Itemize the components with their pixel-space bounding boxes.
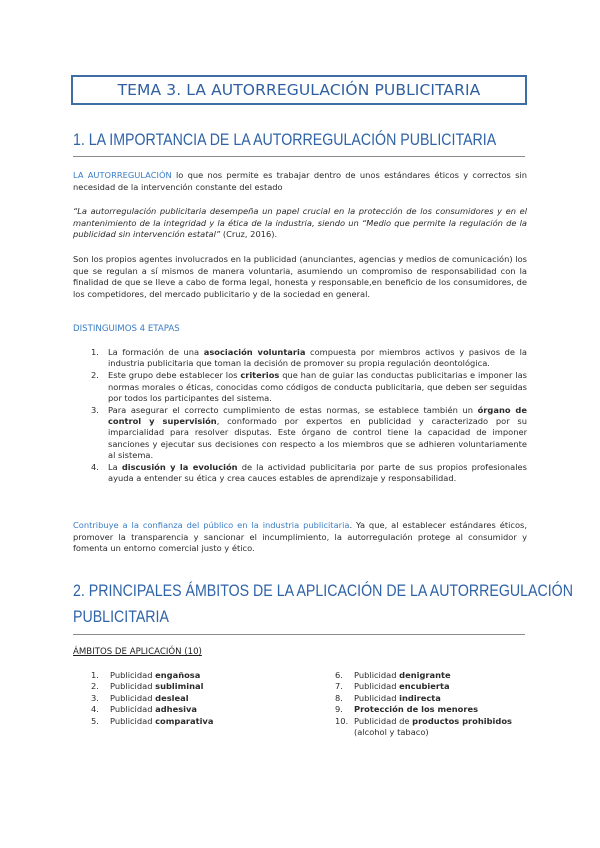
autorregulacion-lead: LA AUTORREGULACIÓN <box>73 170 172 180</box>
section2-heading-line1: 2. PRINCIPALES ÁMBITOS DE LA APLICACIÓN DE LA AUTORREGULACIÓN <box>73 582 573 600</box>
ambito-item: 5. Publicidad comparativa <box>91 715 214 726</box>
section1-paragraph-intro <box>73 170 527 193</box>
section1-paragraph-conclusion <box>73 520 527 555</box>
ambito-item: 4. Publicidad adhesiva <box>91 704 197 715</box>
confidence-lead: Contribuye a la confianza del público en la industria publicitaria <box>73 520 350 530</box>
quote-citation: (Cruz, 2016). <box>220 229 278 240</box>
stages-subheading: DISTINGUIMOS 4 ETAPAS <box>73 324 180 334</box>
ambito-item: 2. Publicidad subliminal <box>91 681 204 692</box>
ambito-item: 10. Publicidad de productos prohibidos (alcohol y tabaco) <box>335 715 512 738</box>
section1-divider <box>73 156 525 157</box>
confidence-rest: . Ya que, al establecer estándares éticos, promover la transparencia y sancionar el incumplimiento, la autorregulación protege al consumidor y fomenta un entorno comercial justo y ético. <box>73 520 528 554</box>
autorregulacion-definition: lo que nos permite es trabajar dentro de unos estándares éticos y correctos sin necesidad de la intervención constante del estado <box>73 170 527 192</box>
stage-item: 4. La discusión y la evolución de la actividad publicitaria por parte de sus propios profesionales ayuda a entender su ética y crea cauces estables de aprendizaje y responsabilidad. <box>91 462 527 484</box>
ambito-item: 9. Protección de los menores <box>335 704 479 715</box>
ambitos-heading: ÁMBITOS DE APLICACIÓN (10) <box>73 647 202 657</box>
ambitos-list-left <box>91 670 213 727</box>
ambito-item: 7. Publicidad encubierta <box>335 681 450 692</box>
ambito-item: 6. Publicidad denigrante <box>335 670 451 680</box>
document-title: TEMA 3. LA AUTORREGULACIÓN PUBLICITARIA <box>117 81 481 99</box>
stage-item: 3. Para asegurar el correcto cumplimiento de estas normas, se establece también un órgano de control y supervisión, conformado por expertos en publicidad y caracterizado por su imparcialidad para resolver disputas. Este órgano de control tiene la capacidad de imponer sanciones y ejecutar sus decisiones con respecto a los miembros que se adhieren voluntariamente al sistema. <box>91 405 527 460</box>
ambitos-list-right <box>335 670 535 738</box>
ambito-item: 8. Publicidad indirecta <box>335 692 441 703</box>
section1-heading: 1. LA IMPORTANCIA DE LA AUTORREGULACIÓN PUBLICITARIA <box>73 131 497 149</box>
section1-paragraph-agents: Son los propios agentes involucrados en la publicidad (anunciantes, agencias y medios de comunicación) los que se regulan a sí mismos de manera voluntaria, asumiendo un compromiso de responsabilidad con la finalidad de que se lleve a cabo de forma legal, honesta y responsable,en beneficio de los consumidores, de los competidores, del mercado publicitario y de la sociedad en general. <box>73 254 527 299</box>
section2-heading-line2: PUBLICITARIA <box>73 608 169 626</box>
ambito-item: 3. Publicidad desleal <box>91 692 189 703</box>
ambito-item: 1. Publicidad engañosa <box>91 670 201 680</box>
stages-list <box>93 347 527 485</box>
stage-item: 1. La formación de una asociación voluntaria compuesta por miembros activos y pasivos de la industria publicitaria que toman la decisión de promover su propia regulación deontológica. <box>91 347 527 369</box>
quote-text: “La autorregulación publicitaria desempeña un papel crucial en la protección de los consumidores y en el mantenimiento de la integridad y la ética de la industria, siendo un “Medio que permite la regulación de la publicidad sin intervención estatal” <box>73 206 527 240</box>
section1-quote <box>73 206 527 241</box>
stage-item: 2. Este grupo debe establecer los criterios que han de guiar las conductas publicitarias e imponer las normas morales o éticas, conocidas como códigos de conducta publicitaria, que deben ser seguidas por todos los participantes del sistema. <box>91 370 527 403</box>
section2-divider <box>73 634 525 635</box>
document-title-box <box>71 75 527 105</box>
